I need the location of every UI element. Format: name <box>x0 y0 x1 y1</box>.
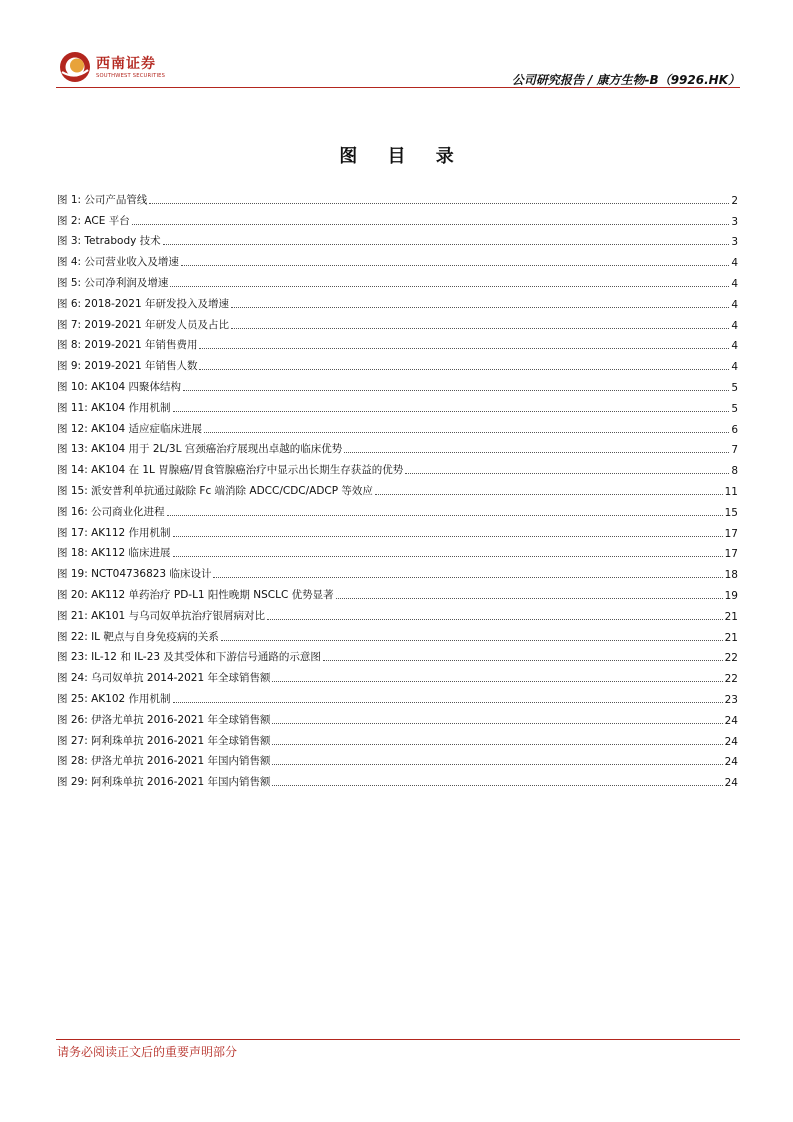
toc-entry-label: 图 16: 公司商业化进程 <box>57 505 165 518</box>
toc-entry[interactable] <box>57 498 738 519</box>
toc-entry[interactable] <box>57 456 738 477</box>
logo-chinese-name: 西南证券 <box>96 56 156 72</box>
toc-entry[interactable] <box>57 415 738 436</box>
toc-entry-page-number: 5 <box>731 381 738 394</box>
toc-entry[interactable] <box>57 248 738 269</box>
toc-entry-page-number: 17 <box>724 527 738 540</box>
toc-entry-label: 图 2: ACE 平台 <box>57 214 130 227</box>
toc-entry-page-number: 4 <box>731 319 738 332</box>
toc-entry[interactable] <box>57 519 738 540</box>
toc-entry[interactable] <box>57 352 738 373</box>
toc-dot-leader <box>375 494 723 495</box>
toc-entry-label: 图 18: AK112 临床进展 <box>57 547 171 560</box>
toc-entry[interactable] <box>57 186 738 207</box>
toc-entry-label: 图 17: AK112 作用机制 <box>57 526 171 539</box>
page-title: 图 目 录 <box>339 146 466 167</box>
toc-entry-label: 图 13: AK104 用于 2L/3L 宫颈癌治疗展现出卓越的临床优势 <box>57 443 343 456</box>
toc-entry-page-number: 4 <box>731 298 738 311</box>
toc-entry[interactable] <box>57 768 738 789</box>
toc-entry[interactable] <box>57 644 738 665</box>
report-header-title: 公司研究报告 / 康方生物-B（9926.HK） <box>511 73 740 87</box>
toc-entry-label: 图 9: 2019-2021 年销售人数 <box>57 360 198 373</box>
toc-entry-page-number: 24 <box>724 756 738 769</box>
toc-dot-leader <box>132 224 730 225</box>
toc-dot-leader <box>213 577 722 578</box>
toc-entry-label: 图 7: 2019-2021 年研发人员及占比 <box>57 318 229 331</box>
toc-entry[interactable] <box>57 290 738 311</box>
toc-entry-label: 图 1: 公司产品管线 <box>57 193 148 206</box>
toc-entry-label: 图 12: AK104 适应症临床进展 <box>57 422 203 435</box>
toc-entry-label: 图 27: 阿利珠单抗 2016-2021 年全球销售额 <box>57 734 271 747</box>
toc-entry-label: 图 28: 伊洛尤单抗 2016-2021 年国内销售额 <box>57 755 271 768</box>
toc-entry[interactable] <box>57 602 738 623</box>
toc-entry-page-number: 24 <box>724 714 738 727</box>
toc-entry[interactable] <box>57 685 738 706</box>
toc-entry-label: 图 21: AK101 与乌司奴单抗治疗银屑病对比 <box>57 609 266 622</box>
logo-emblem-icon <box>58 50 92 84</box>
toc-entry-page-number: 2 <box>731 194 738 207</box>
toc-entry-label: 图 8: 2019-2021 年销售费用 <box>57 339 198 352</box>
toc-entry-page-number: 6 <box>731 423 738 436</box>
toc-entry-label: 图 3: Tetrabody 技术 <box>57 235 161 248</box>
toc-entry-label: 图 26: 伊洛尤单抗 2016-2021 年全球销售额 <box>57 713 271 726</box>
toc-entry-page-number: 24 <box>724 735 738 748</box>
toc-entry[interactable] <box>57 436 738 457</box>
toc-entry-page-number: 4 <box>731 257 738 270</box>
toc-entry[interactable] <box>57 748 738 769</box>
toc-entry[interactable] <box>57 332 738 353</box>
toc-entry-page-number: 11 <box>724 485 738 498</box>
toc-dot-leader <box>267 619 723 620</box>
toc-entry-label: 图 22: IL 靶点与自身免疫病的关系 <box>57 630 219 643</box>
toc-entry-label: 图 24: 乌司奴单抗 2014-2021 年全球销售额 <box>57 672 271 685</box>
toc-entry-page-number: 21 <box>724 631 738 644</box>
toc-entry[interactable] <box>57 706 738 727</box>
toc-entry-label: 图 29: 阿利珠单抗 2016-2021 年国内销售额 <box>57 776 271 789</box>
toc-dot-leader <box>272 744 722 745</box>
toc-entry[interactable] <box>57 477 738 498</box>
toc-entry-page-number: 8 <box>731 465 738 478</box>
toc-dot-leader <box>199 369 729 370</box>
toc-entry[interactable] <box>57 394 738 415</box>
toc-dot-leader <box>149 203 729 204</box>
toc-dot-leader <box>344 452 729 453</box>
toc-entry[interactable] <box>57 269 738 290</box>
toc-entry[interactable] <box>57 540 738 561</box>
toc-entry-page-number: 7 <box>731 444 738 457</box>
toc-entry-page-number: 19 <box>724 589 738 602</box>
toc-entry-page-number: 24 <box>724 777 738 790</box>
toc-dot-leader <box>272 785 722 786</box>
toc-entry-page-number: 4 <box>731 361 738 374</box>
toc-entry-label: 图 5: 公司净利润及增速 <box>57 276 169 289</box>
toc-entry-page-number: 21 <box>724 610 738 623</box>
toc-dot-leader <box>173 702 723 703</box>
toc-entry-label: 图 19: NCT04736823 临床设计 <box>57 568 212 581</box>
toc-entry-page-number: 23 <box>724 693 738 706</box>
toc-entry-page-number: 4 <box>731 277 738 290</box>
toc-entry-page-number: 5 <box>731 402 738 415</box>
toc-entry-label: 图 25: AK102 作用机制 <box>57 692 171 705</box>
toc-entry-page-number: 22 <box>724 652 738 665</box>
toc-dot-leader <box>204 432 729 433</box>
toc-dot-leader <box>199 348 729 349</box>
toc-dot-leader <box>231 328 729 329</box>
toc-entry-label: 图 10: AK104 四聚体结构 <box>57 380 182 393</box>
toc-entry-page-number: 4 <box>731 340 738 353</box>
toc-entry-label: 图 23: IL-12 和 IL-23 及其受体和下游信号通路的示意图 <box>57 651 321 664</box>
toc-entry-page-number: 22 <box>724 673 738 686</box>
toc-dot-leader <box>336 598 723 599</box>
toc-dot-leader <box>231 307 729 308</box>
toc-entry[interactable] <box>57 623 738 644</box>
toc-dot-leader <box>272 723 722 724</box>
toc-entry[interactable] <box>57 207 738 228</box>
toc-entry-label: 图 20: AK112 单药治疗 PD-L1 阳性晚期 NSCLC 优势显著 <box>57 588 334 601</box>
toc-entry-label: 图 6: 2018-2021 年研发投入及增速 <box>57 297 229 310</box>
toc-entry[interactable] <box>57 373 738 394</box>
toc-entry-label: 图 4: 公司营业收入及增速 <box>57 256 179 269</box>
toc-entry-page-number: 17 <box>724 548 738 561</box>
toc-dot-leader <box>181 265 729 266</box>
footer-divider <box>56 1039 740 1040</box>
toc-dot-leader <box>405 473 729 474</box>
toc-entry-page-number: 3 <box>731 215 738 228</box>
figure-table-of-contents <box>57 186 738 789</box>
toc-dot-leader <box>173 536 723 537</box>
toc-dot-leader <box>221 640 723 641</box>
toc-dot-leader <box>167 515 723 516</box>
logo-english-name: SOUTHWEST SECURITIES <box>96 73 166 79</box>
toc-entry[interactable] <box>57 581 738 602</box>
toc-entry[interactable] <box>57 311 738 332</box>
toc-entry[interactable] <box>57 228 738 249</box>
header-divider <box>56 87 740 88</box>
company-logo <box>56 48 196 88</box>
toc-entry-label: 图 11: AK104 作用机制 <box>57 401 171 414</box>
toc-entry-label: 图 14: AK104 在 1L 胃腺癌/胃食管腺癌治疗中显示出长期生存获益的优势 <box>57 464 404 477</box>
toc-entry-label: 图 15: 派安普利单抗通过敲除 Fc 端消除 ADCC/CDC/ADCP 等效应 <box>57 484 373 497</box>
toc-dot-leader <box>323 660 723 661</box>
footer-disclaimer: 请务必阅读正文后的重要声明部分 <box>57 1045 238 1059</box>
toc-dot-leader <box>173 411 730 412</box>
toc-dot-leader <box>170 286 729 287</box>
toc-entry[interactable] <box>57 727 738 748</box>
toc-entry-page-number: 3 <box>731 236 738 249</box>
toc-dot-leader <box>272 764 722 765</box>
toc-entry-page-number: 15 <box>724 506 738 519</box>
toc-dot-leader <box>183 390 729 391</box>
page-header <box>56 44 740 88</box>
toc-entry[interactable] <box>57 664 738 685</box>
toc-dot-leader <box>272 681 722 682</box>
toc-dot-leader <box>173 556 723 557</box>
toc-entry-page-number: 18 <box>724 569 738 582</box>
toc-entry[interactable] <box>57 560 738 581</box>
toc-dot-leader <box>163 244 730 245</box>
